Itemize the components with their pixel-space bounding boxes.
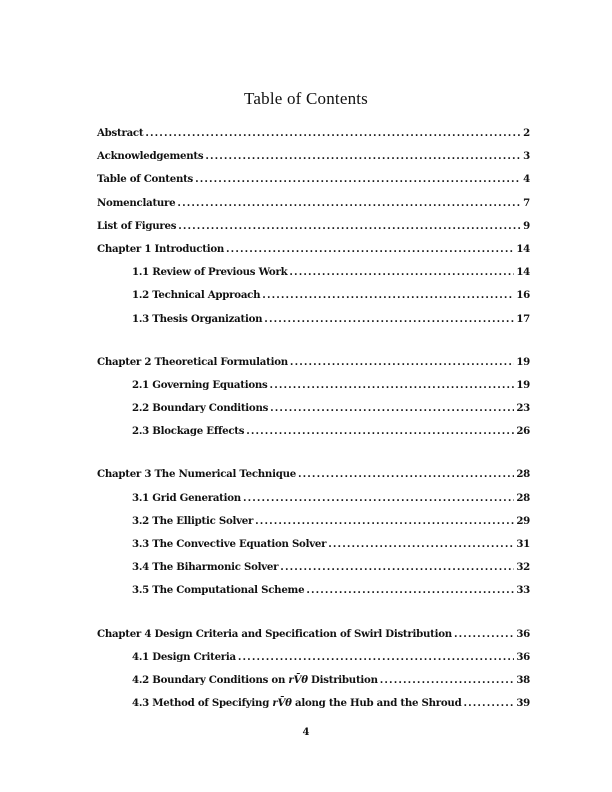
table-of-contents xyxy=(97,122,530,715)
leader-dots xyxy=(290,351,514,374)
toc-entry-section-4-2 xyxy=(97,669,530,692)
toc-entry-section-3-5 xyxy=(97,579,530,602)
toc-label: Nomenclature xyxy=(97,196,176,209)
toc-label: 2.2 Boundary Conditions xyxy=(132,402,269,415)
leader-dots xyxy=(463,692,514,715)
leader-dots xyxy=(246,420,514,443)
toc-entry-abstract xyxy=(97,122,530,145)
toc-entry-section-1-2 xyxy=(97,284,530,307)
toc-entry-section-3-3 xyxy=(97,533,530,556)
page-number: 4 xyxy=(302,727,310,738)
toc-page: 16 xyxy=(516,289,530,302)
leader-dots xyxy=(289,261,514,284)
toc-entry-chapter-1 xyxy=(97,238,530,261)
toc-page: 26 xyxy=(516,425,530,438)
toc-entry-section-4-3 xyxy=(97,692,530,715)
leader-dots xyxy=(205,145,521,168)
leader-dots xyxy=(262,284,514,307)
toc-page: 17 xyxy=(516,312,530,325)
leader-dots xyxy=(298,463,514,486)
toc-page: 2 xyxy=(523,127,530,139)
toc-label: Table of Contents xyxy=(97,173,194,186)
toc-label: List of Figures xyxy=(97,219,177,232)
toc-entry-chapter-3 xyxy=(97,463,530,486)
leader-dots xyxy=(264,308,514,331)
toc-entry-nomenclature xyxy=(97,192,530,215)
leader-dots xyxy=(454,623,514,646)
toc-page: 33 xyxy=(516,584,530,597)
toc-entry-section-3-4 xyxy=(97,556,530,579)
leader-dots xyxy=(243,487,514,510)
leader-dots xyxy=(328,533,514,556)
leader-dots xyxy=(255,510,514,533)
leader-dots xyxy=(178,215,521,238)
toc-page: 31 xyxy=(516,538,530,550)
toc-label-text: 4.3 Method of Specifying xyxy=(132,697,270,710)
toc-label: Chapter 3 The Numerical Technique xyxy=(97,468,296,481)
toc-label: 1.3 Thesis Organization xyxy=(132,312,263,325)
toc-label-text: Distribution xyxy=(311,673,378,686)
toc-label: 3.5 The Computational Scheme xyxy=(132,584,305,597)
toc-entry-section-2-2 xyxy=(97,397,530,420)
toc-label xyxy=(132,692,461,715)
toc-label: 1.2 Technical Approach xyxy=(132,289,261,302)
leader-dots xyxy=(195,168,521,191)
toc-page: 23 xyxy=(516,402,530,415)
leader-dots xyxy=(145,122,521,145)
toc-label: Abstract xyxy=(97,127,144,139)
toc-entry-section-4-1 xyxy=(97,646,530,669)
math-symbol: rV̄θ xyxy=(272,697,292,710)
leader-dots xyxy=(177,192,521,215)
math-symbol: rV̄θ xyxy=(288,673,308,686)
leader-dots xyxy=(280,556,514,579)
toc-page: 39 xyxy=(516,697,530,710)
toc-page: 36 xyxy=(516,627,530,640)
leader-dots xyxy=(238,646,514,669)
toc-entry-table-of-contents xyxy=(97,168,530,191)
toc-label: 2.3 Blockage Effects xyxy=(132,425,245,438)
toc-page: 36 xyxy=(516,650,530,663)
leader-dots xyxy=(226,238,514,261)
toc-label: 2.1 Governing Equations xyxy=(132,378,268,391)
toc-entry-section-2-3 xyxy=(97,420,530,443)
leader-dots xyxy=(270,397,514,420)
toc-page: 19 xyxy=(516,378,530,391)
leader-dots xyxy=(306,579,514,602)
toc-label: Chapter 4 Design Criteria and Specification of Swirl Distribution xyxy=(97,627,452,640)
toc-entry-chapter-4 xyxy=(97,623,530,646)
toc-label: 1.1 Review of Previous Work xyxy=(132,266,288,279)
toc-label: 3.1 Grid Generation xyxy=(132,491,241,504)
toc-entry-list-of-figures xyxy=(97,215,530,238)
toc-label: Acknowledgements xyxy=(97,150,204,163)
toc-label: 3.3 The Convective Equation Solver xyxy=(132,538,327,550)
toc-page: 3 xyxy=(523,150,530,163)
toc-page: 28 xyxy=(516,468,530,481)
toc-label: 4.1 Design Criteria xyxy=(132,650,236,663)
toc-label-text: 4.2 Boundary Conditions on xyxy=(132,673,286,686)
toc-page: 14 xyxy=(516,242,530,255)
toc-label-text: along the Hub and the Shroud xyxy=(295,697,462,710)
toc-entry-chapter-2 xyxy=(97,351,530,374)
leader-dots xyxy=(270,374,515,397)
toc-page: 28 xyxy=(516,491,530,504)
toc-page: 14 xyxy=(516,266,530,279)
toc-entry-acknowledgements xyxy=(97,145,530,168)
toc-label: 3.2 The Elliptic Solver xyxy=(132,514,254,527)
toc-page: 38 xyxy=(516,673,530,686)
toc-entry-section-2-1 xyxy=(97,374,530,397)
toc-page: 7 xyxy=(523,196,530,209)
toc-label xyxy=(132,669,378,692)
leader-dots xyxy=(380,669,515,692)
toc-label: Chapter 2 Theoretical Formulation xyxy=(97,355,288,368)
toc-entry-section-3-2 xyxy=(97,510,530,533)
toc-page: 19 xyxy=(516,355,530,368)
toc-label: Chapter 1 Introduction xyxy=(97,242,225,255)
toc-label: 3.4 The Biharmonic Solver xyxy=(132,561,279,574)
toc-page: 4 xyxy=(523,173,530,186)
toc-page: 29 xyxy=(516,514,530,527)
toc-entry-section-3-1 xyxy=(97,487,530,510)
toc-page: 9 xyxy=(523,219,530,232)
page-title: Table of Contents xyxy=(243,89,369,108)
toc-page: 32 xyxy=(516,561,530,574)
toc-entry-section-1-1 xyxy=(97,261,530,284)
toc-entry-section-1-3 xyxy=(97,308,530,331)
